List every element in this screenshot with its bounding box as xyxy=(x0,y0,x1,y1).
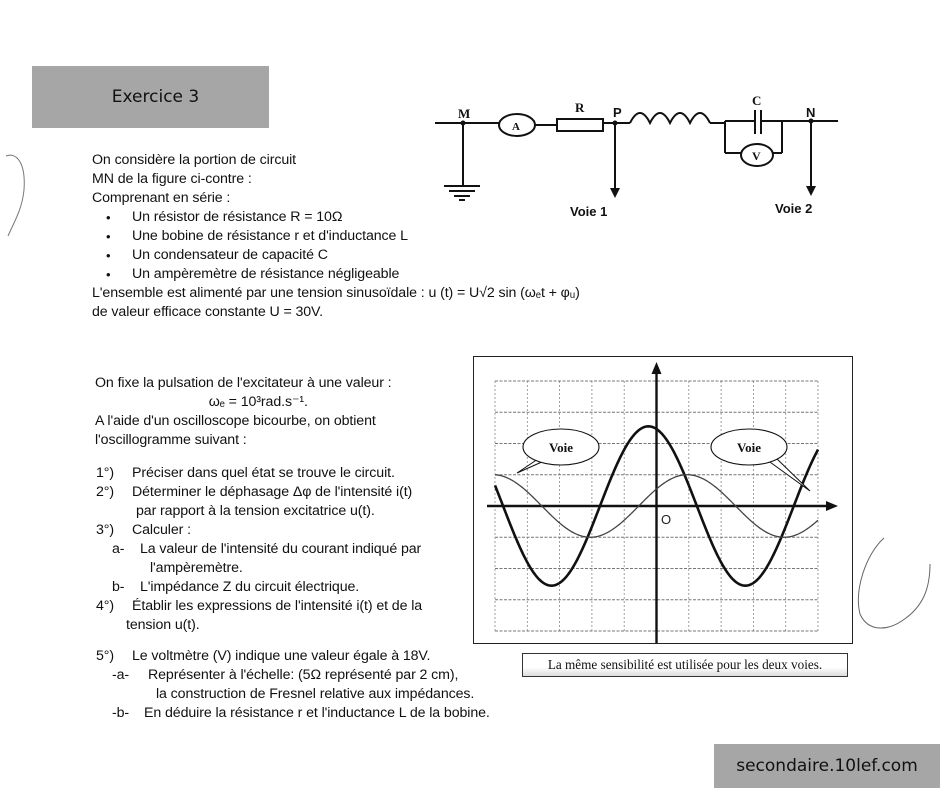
intro-line: MN de la figure ci-contre : xyxy=(92,171,252,187)
component-item: • Un condensateur de capacité C xyxy=(92,246,580,265)
callout-label: Voie xyxy=(548,440,574,455)
exercise-title-box xyxy=(32,66,269,128)
intro-line: Comprenant en série : xyxy=(92,190,231,206)
probe-2-label: Voie 2 xyxy=(775,201,813,216)
question-5a: -a- Représenter à l'échelle: (5Ω représenté par 2 cm), xyxy=(112,667,459,683)
question-5a-cont: la construction de Fresnel relative aux impédances. xyxy=(156,686,475,702)
site-url: secondaire.10lef.com xyxy=(736,756,918,776)
setup-line: On fixe la pulsation de l'excitateur à une valeur : xyxy=(95,375,392,391)
component-list xyxy=(92,208,580,284)
sensitivity-note-text: La même sensibilité est utilisée pour les deux voies. xyxy=(547,657,823,672)
callout-left xyxy=(517,429,599,473)
supply-line: de valeur efficace constante U = 30V. xyxy=(92,304,323,320)
callouts xyxy=(517,429,810,491)
probe-2-arrow xyxy=(806,186,816,196)
question-2: 2°) Déterminer le déphasage Δφ de l'intensité i(t) xyxy=(96,484,413,500)
omega-value: ωₑ = 10³rad.s⁻¹. xyxy=(208,394,308,410)
exercise-title: Exercice 3 xyxy=(111,87,200,107)
component-item: • Un résistor de résistance R = 10Ω xyxy=(92,208,580,227)
probe-1-label: Voie 1 xyxy=(570,204,608,219)
question-5: 5°) Le voltmètre (V) indique une valeur égale à 18V. xyxy=(96,648,431,664)
questions-block xyxy=(96,464,422,635)
voltmeter-label: V xyxy=(752,149,761,163)
margin-scribble-right xyxy=(850,520,940,660)
supply-line: L'ensemble est alimenté par une tension sinusoïdale : u (t) = U√2 sin (ωₑt + φᵤ) xyxy=(92,285,580,301)
node-n-label: N xyxy=(806,105,816,120)
oscillogram xyxy=(473,356,853,644)
setup-line: l'oscillogramme suivant : xyxy=(95,432,247,448)
node-m-label: M xyxy=(458,106,471,121)
question-3a: a- La valeur de l'intensité du courant indiqué par xyxy=(112,541,422,557)
component-item: • Une bobine de résistance r et d'inductance L xyxy=(92,227,580,246)
setup-line: A l'aide d'un oscilloscope bicourbe, on obtient xyxy=(95,413,376,429)
question-4-cont: tension u(t). xyxy=(126,617,200,633)
callout-label: Voie xyxy=(736,440,762,455)
question-3: 3°) Calculer : xyxy=(96,522,191,538)
probe-1-arrow xyxy=(610,188,620,198)
component-item: • Un ampèremètre de résistance négligeable xyxy=(92,265,580,284)
y-axis-arrow xyxy=(652,362,662,374)
question-5-block xyxy=(96,647,490,723)
question-1: 1°) Préciser dans quel état se trouve le circuit. xyxy=(96,465,395,481)
question-5b: -b- En déduire la résistance r et l'inductance L de la bobine. xyxy=(112,705,490,721)
sensitivity-note xyxy=(522,653,848,677)
x-axis-arrow xyxy=(826,501,838,511)
capacitor-label: C xyxy=(752,93,762,108)
margin-scribble-left xyxy=(0,140,50,260)
question-4: 4°) Établir les expressions de l'intensité i(t) et de la xyxy=(96,598,423,614)
ammeter-label: A xyxy=(512,121,520,133)
question-2-cont: par rapport à la tension excitatrice u(t). xyxy=(136,503,375,519)
origin-label: O xyxy=(661,512,672,527)
callout-right xyxy=(711,429,810,491)
setup-block xyxy=(95,374,392,450)
site-footer-box xyxy=(714,744,940,788)
question-3b: b- L'impédance Z du circuit électrique. xyxy=(112,579,360,595)
intro-block xyxy=(92,151,580,322)
intro-line: On considère la portion de circuit xyxy=(92,152,297,168)
resistor-label: R xyxy=(575,100,585,115)
inductor-coil xyxy=(630,113,710,123)
question-3a-cont: l'ampèremètre. xyxy=(150,560,243,576)
node-p-label: P xyxy=(613,105,622,120)
resistor-symbol xyxy=(557,119,603,131)
